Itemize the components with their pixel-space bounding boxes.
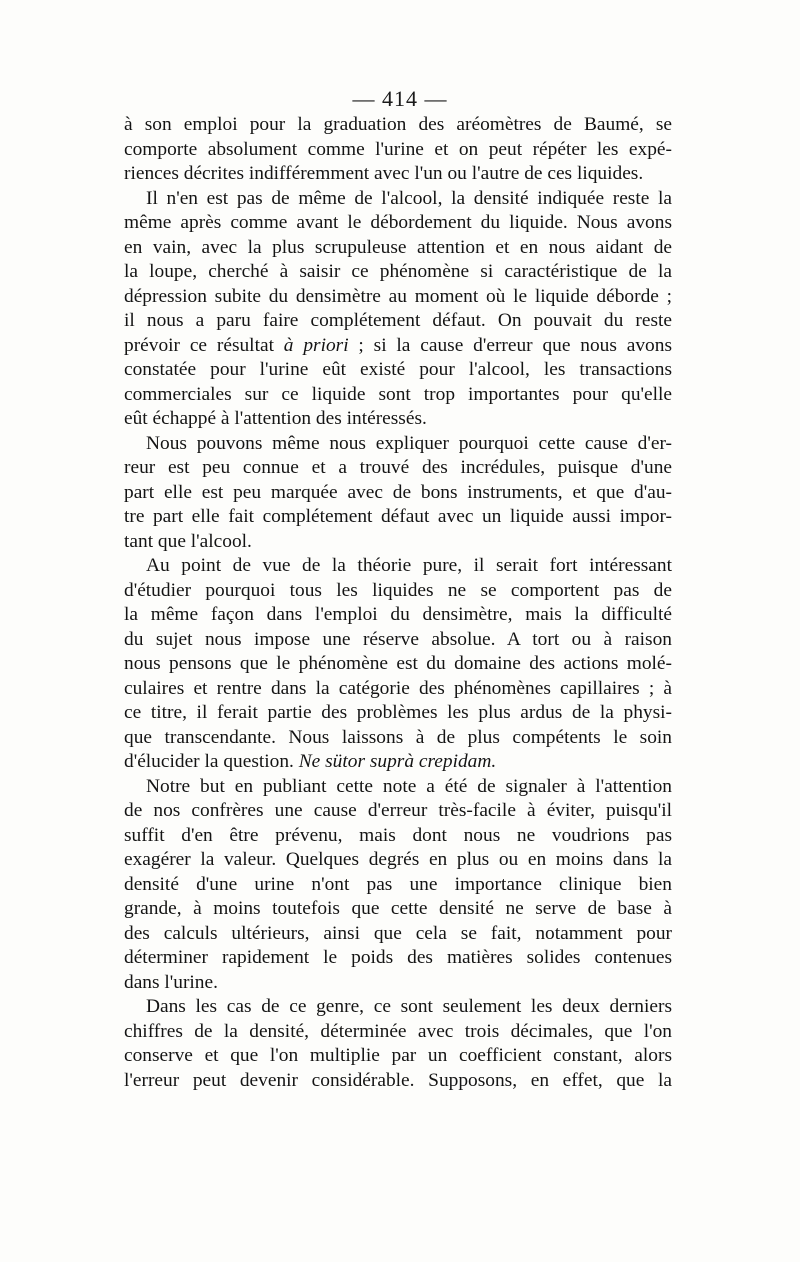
paragraph-3 <box>124 432 672 555</box>
paragraph-4 <box>124 554 672 775</box>
text-line: tre part elle fait complétement défaut avec un liquide aussi impor- <box>124 506 672 527</box>
text-line: conserve et que l'on multiplie par un coefficient constant, alors <box>124 1045 672 1066</box>
latin-phrase: à priori <box>283 334 349 356</box>
text-line: des calculs ultérieurs, ainsi que cela se fait, notamment pour <box>124 922 672 944</box>
text-line: comporte absolument comme l'urine et on peut répéter les expé- <box>124 138 672 160</box>
text-line: suffit d'en être prévenu, mais dont nous ne voudrions pas <box>124 824 672 846</box>
text-line: reur est peu connue et a trouvé des incrédules, puisque d'une <box>124 457 672 478</box>
text-line: grande, à moins toutefois que cette densité ne serve de base à <box>124 898 672 919</box>
text-line: densité d'une urine n'ont pas une importance clinique bien <box>124 873 672 895</box>
text-line: d'élucider la question. Ne sütor suprà crepidam. <box>124 751 497 772</box>
text-line: de nos confrères une cause d'erreur très-facile à éviter, puisqu'il <box>124 800 672 821</box>
paragraph-5 <box>124 775 672 996</box>
text-line: ce titre, il ferait partie des problèmes les plus ardus de la physi- <box>124 702 672 723</box>
paragraph-6 <box>124 995 672 1093</box>
text-line: Dans les cas de ce genre, ce sont seulement les deux derniers <box>146 996 672 1017</box>
text-line: dépression subite du densimètre au moment où le liquide déborde ; <box>124 285 672 307</box>
paragraph-1 <box>124 113 672 187</box>
text-line: il nous a paru faire complétement défaut. On pouvait du reste <box>124 310 672 331</box>
text-line: tant que l'alcool. <box>124 530 252 552</box>
text-line: Notre but en publiant cette note a été de signaler à l'attention <box>146 775 672 797</box>
text-line: l'erreur peut devenir considérable. Supposons, en effet, que la <box>124 1069 672 1091</box>
text-line: d'étudier pourquoi tous les liquides ne se comportent pas de <box>124 579 672 601</box>
text-line: nous pensons que le phénomène est du domaine des actions molé- <box>124 653 672 674</box>
page-number: — 414 — <box>352 86 448 111</box>
text-line: constatée pour l'urine eût existé pour l'alcool, les transactions <box>124 359 672 380</box>
text-line: chiffres de la densité, déterminée avec trois décimales, que l'on <box>124 1020 672 1042</box>
text-line: part elle est peu marquée avec de bons instruments, et que d'au- <box>124 481 672 503</box>
text-line: eût échappé à l'attention des intéressés. <box>124 408 427 429</box>
text-line: Il n'en est pas de même de l'alcool, la densité indiquée reste la <box>146 187 672 209</box>
text-line: même après comme avant le débordement du liquide. Nous avons <box>124 212 672 233</box>
text-line: déterminer rapidement le poids des matières solides contenues <box>124 947 672 968</box>
text-line: Nous pouvons même nous expliquer pourquoi cette cause d'er- <box>146 432 672 454</box>
text-line: à son emploi pour la graduation des aréomètres de Baumé, se <box>124 114 672 135</box>
text-line: du sujet nous impose une réserve absolue. A tort ou à raison <box>124 628 672 650</box>
text-line: riences décrites indifféremment avec l'un ou l'autre de ces liquides. <box>124 163 644 184</box>
latin-phrase: Ne sütor suprà crepidam. <box>298 751 497 772</box>
text-line: exagérer la valeur. Quelques degrés en plus ou en moins dans la <box>124 849 672 870</box>
text-line: la loupe, cherché à saisir ce phénomène si caractéristique de la <box>124 261 672 282</box>
text-line: en vain, avec la plus scrupuleuse attention et en nous aidant de <box>124 236 672 258</box>
text-line: que transcendante. Nous laissons à de plus compétents le soin <box>124 726 672 748</box>
text-line: dans l'urine. <box>124 971 218 993</box>
paragraph-2 <box>124 187 672 432</box>
body-text <box>124 113 672 1093</box>
text-line: culaires et rentre dans la catégorie des phénomènes capillaires ; à <box>124 677 672 699</box>
text-line: commerciales sur ce liquide sont trop importantes pour qu'elle <box>124 383 672 405</box>
text-line: la même façon dans l'emploi du densimètre, mais la difficulté <box>124 604 672 625</box>
text-line: prévoir ce résultat à priori ; si la cause d'erreur que nous avons <box>124 334 672 356</box>
text-line: Au point de vue de la théorie pure, il serait fort intéressant <box>146 555 672 576</box>
